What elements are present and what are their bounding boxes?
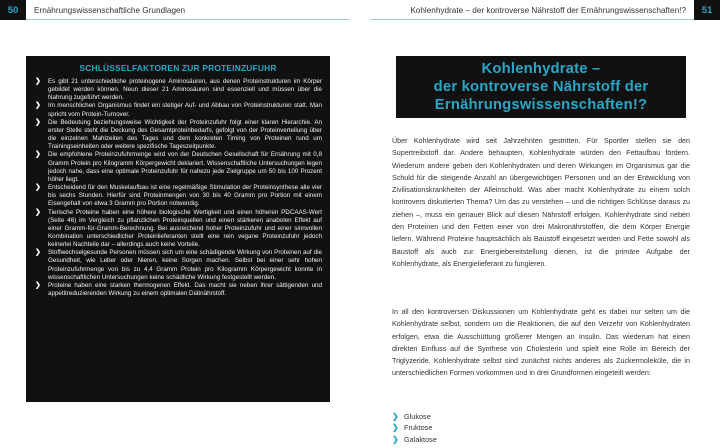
list-item — [34, 119, 322, 152]
list-item — [34, 78, 322, 102]
box-title: SCHLÜSSELFAKTOREN ZUR PROTEINZUFUHR — [79, 63, 277, 73]
right-running-title: Kohlenhydrate – der kontroverse Nährstoff der Ernährungswissenschaften!? — [410, 5, 686, 15]
header-rule-right — [370, 19, 694, 20]
chevron-right-icon: ❯ — [392, 412, 399, 421]
key-factors-list — [34, 78, 322, 298]
chevron-right-icon: ❯ — [392, 434, 399, 444]
list-item — [34, 102, 322, 118]
right-running-header — [360, 0, 720, 20]
chapter-title-line: Ernährungswissenschaften!? — [434, 97, 648, 113]
chevron-right-icon: ❯ — [392, 423, 399, 433]
list-item-text: Galaktose — [404, 434, 437, 444]
body-paragraph: In all den kontroversen Diskussionen um Kohlenhydrate geht es dabei nur selten um die Kohlenhydrate selbst, sondern um die Reaktionen, die auf den Verzehr von Kohlenhydraten erfolgen, etwa die Ausschüttung größerer Mengen an Insulin. Das wiederum hat einen direkten Einfluss auf die Synthese von Cholesterin und spielt eine Rolle im Bereich der Triglyzeride. Kohlenhydrate selbst sind zunächst nichts anderes als Zuckermoleküle, die in unterschiedlichen Formen vorkommen und in drei Grundformen eingeteilt werden: — [392, 308, 690, 378]
page-number-left: 50 — [0, 0, 26, 20]
chevron-right-icon: ❯ — [35, 118, 41, 126]
right-page — [360, 0, 720, 448]
chevron-right-icon: ❯ — [35, 281, 41, 289]
chapter-title-box — [396, 56, 686, 118]
chevron-right-icon: ❯ — [35, 249, 41, 257]
header-rule-left — [26, 19, 350, 20]
chevron-right-icon: ❯ — [35, 151, 41, 159]
list-item — [34, 249, 322, 282]
list-item-text: Es gibt 21 unterschiedliche proteinogene Aminosäuren, aus denen Proteinstrukturen im Körper gebildet werden können. Neun dieser 21 Aminosäuren sind essenziell und müssen über die Nahrung zugeführt werden. — [48, 78, 322, 102]
chevron-right-icon: ❯ — [35, 78, 41, 85]
body-paragraph: Über Kohlenhydrate wird seit Jahrzehnten gestritten. Für Sportler stellen sie den Supertreibstoff dar. Andere behaupten, Kohlenhydrate würden den Fettaufbau fördern. Wiederum andere geben den Kohlenhydraten und deren Wirkungen im Organismus gar die Schuld für die steigende Anzahl an übergewichtigen Personen und an der Entwicklung von Zivilisationskrankheiten der Alleinschuld. Was aber macht Kohlenhydrate zu einem solch kontrovers diskutierten Thema? Um das zu verstehen – und die richtigen Schlüsse daraus zu ziehen –, muss ein genauer Blick auf diesen Nährstoff erfolgen. Kohlenhydrate sind neben den Proteinen und den Fetten einer von drei Makronährstoffen, die dem Körper Energie liefern. Während Proteine hauptsächlich als Baustoff eingesetzt werden und Fette sowohl als Baustoff als auch zur Energiebereitstellung dienen, ist die primäre Aufgabe der Kohlenhydrate, als Energielieferant zu fungieren. — [392, 137, 690, 268]
list-item-text: Proteine haben eine starken thermogenen Effekt. Das macht sie neben ihrer sättigenden und appetitreduzierenden Wirkung zu einem optimalen Diätnährstoff. — [48, 281, 322, 298]
list-item — [34, 209, 322, 250]
list-item-text: Entscheidend für den Muskelaufbau ist eine regelmäßige Stimulation der Proteinsynthese alle vier bis sechs Stunden. Hierfür sind Proteinmengen von 30 bis 40 Gramm pro Portion mit einem Eisengehalt von etwa 3 Gramm pro Portion notwendig. — [48, 184, 322, 208]
key-factors-box — [26, 56, 330, 402]
chevron-right-icon: ❯ — [35, 184, 41, 192]
chevron-right-icon: ❯ — [35, 102, 41, 110]
list-item — [392, 422, 437, 433]
list-item — [34, 151, 322, 184]
list-item — [34, 184, 322, 208]
list-item — [392, 411, 437, 422]
list-item — [392, 434, 437, 445]
chevron-right-icon: ❯ — [35, 208, 41, 216]
carbohydrate-forms-list — [392, 411, 437, 445]
list-item-text: Tierische Proteine haben eine höhere biologische Wertigkeit und einen höheren PDCAAS-Wert (Seite 46) im Vergleich zu pflanzlichen Proteinquellen und einen stärkeren anabolen Effekt auf einer Gramm-für-Gramm-Berechnung. Bei ausreichend hoher Proteinzufuhr und einer sinnvollen Kombination unterschiedlicher Proteinlieferanten stellt eine rein vegane Proteinzufuhr jedoch keinerlei Nachteile dar – allerdings auch keine Vorteile. — [48, 208, 322, 249]
list-item-text: Stoffwechselgesunde Personen müssen sich um eine schädigende Wirkung von Proteinen auf die Gesundheit, wie Leber oder Nieren, keine Sorgen machen. Selbst bei einer sehr hohen Proteinzufuhrmenge von bis zu 4,4 Gramm Protein pro Kilogramm Körpergewicht konnte in wissenschaftlichen Untersuchungen keine schädliche Wirkung festgestellt werden. — [48, 249, 322, 281]
list-item-text: Die empfohlene Proteinzufuhrmenge wird von der Deutschen Gesellschaft für Ernährung mit 0,8 Gramm Protein pro Kilogramm Körpergewicht deklariert. Wissenschaftliche Untersuchungen legen jedoch nahe, dass eine optimale Proteinzufuhr für nahezu jede Zielgruppe um 50 bis 100 Prozent höher liegt. — [48, 151, 322, 183]
list-item-text: Im menschlichen Organismus findet ein stetiger Auf- und Abbau von Proteinstrukturen statt. Man spricht vom Protein-Turnover. — [48, 102, 322, 118]
list-item-text: Fruktose — [404, 423, 433, 433]
list-item — [34, 282, 322, 298]
chapter-title-line: der kontroverse Nährstoff der — [433, 79, 649, 95]
left-running-header — [0, 0, 360, 20]
left-running-title: Ernährungswissenschaftliche Grundlagen — [34, 5, 186, 15]
list-item-text: Die Bedeutung beziehungsweise Wichtigkeit der Proteinzufuhr folgt einer klaren Hierarchie. An erster Stelle steht die Deckung des Gesamtproteinbedarfs, gefolgt von der Proteinverteilung über die einzelnen Mahlzeiten des Tages und dem konkreten Timing von Proteinen rund um Trainingseinheiten oder weitere spezifische Tageszeitpunkte. — [48, 118, 322, 151]
list-item-text: Glukose — [404, 412, 431, 421]
chapter-title-line: Kohlenhydrate – — [481, 61, 601, 77]
page-number-right: 51 — [694, 0, 720, 20]
